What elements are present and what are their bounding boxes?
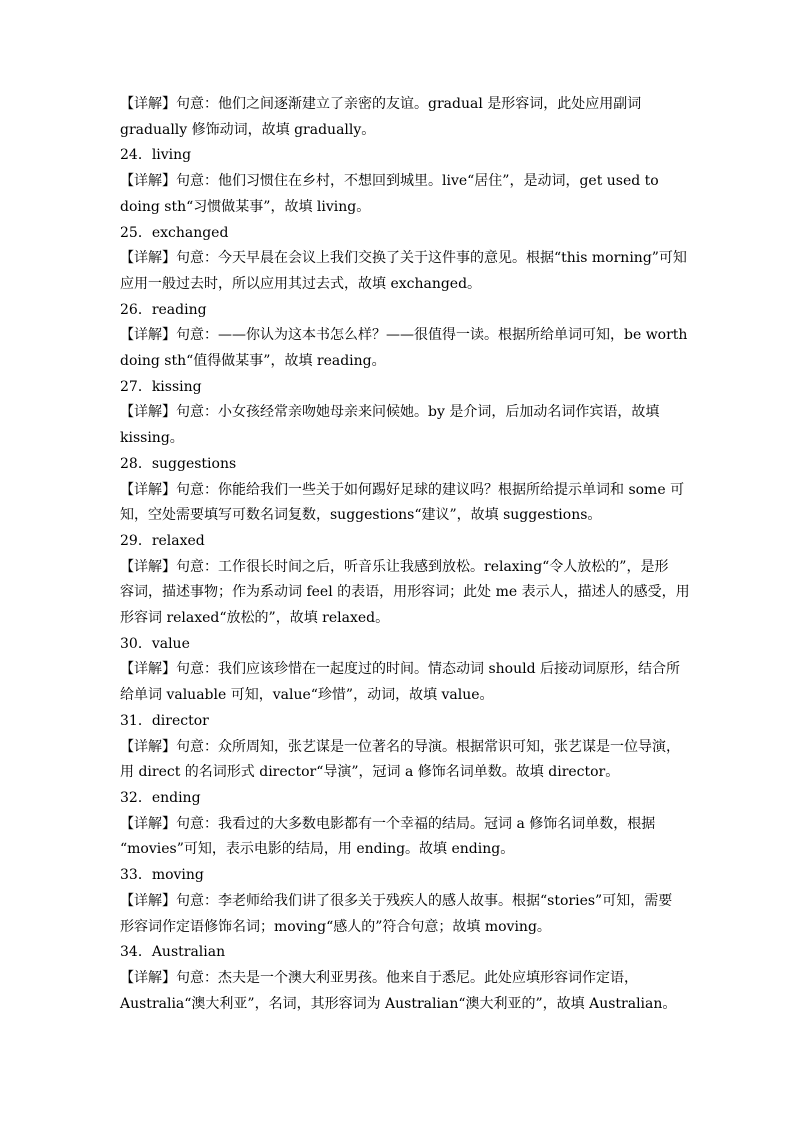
explanation-line: 【详解】句意：我们应该珍惜在一起度过的时间。情态动词 should 后接动词原形，结合所 [120,661,680,678]
explanation-line: 【详解】句意：我看过的大多数电影都有一个幸福的结局。冠词 a 修饰名词单数，根据 [120,815,656,832]
answer-heading: 30．value [120,635,190,652]
answer-heading: 32．ending [120,789,201,806]
explanation-line: 【详解】句意：——你认为这本书怎么样？——很值得一读。根据所给单词可知，be worth [120,327,688,344]
explanation-line: 【详解】句意：他们习惯住在乡村，不想回到城里。live“居住”，是动词，get used to [120,173,659,190]
explanation-line: doing sth“值得做某事”，故填 reading。 [120,353,386,370]
explanation-line: “movies”可知，表示电影的结局，用 ending。故填 ending。 [120,841,515,858]
answer-heading: 31．director [120,712,209,729]
answer-heading: 34．Australian [120,944,226,961]
answer-heading: 25．exchanged [120,224,229,241]
answer-heading: 26．reading [120,301,207,318]
explanation-line: 用 direct 的名词形式 director“导演”，冠词 a 修饰名词单数。故填 director。 [120,764,620,781]
answer-explanations [120,92,690,1017]
explanation-line: 【详解】句意：他们之间逐渐建立了亲密的友谊。gradual 是形容词，此处应用副词 [120,96,642,112]
explanation-line: 给单词 valuable 可知，value“珍惜”，动词，故填 value。 [120,687,494,704]
explanation-line: 知，空处需要填写可数名词复数，suggestions“建议”，故填 suggestions。 [120,507,602,524]
answer-heading: 33．moving [120,867,204,884]
explanation-line: 【详解】句意：你能给我们一些关于如何踢好足球的建议吗？根据所给提示单词和 some 可 [120,481,685,498]
explanation-line: kissing。 [120,430,184,447]
explanation-line: 【详解】句意：工作很长时间之后，听音乐让我感到放松。relaxing“令人放松的”，是形 [120,558,669,575]
explanation-line: gradually 修饰动词，故填 gradually。 [120,121,376,138]
explanation-line: 【详解】句意：杰夫是一个澳大利亚男孩。他来自于悉尼。此处应填形容词作定语， [120,969,638,986]
explanation-line: Australia“澳大利亚”，名词，其形容词为 Australian“澳大利亚的”，故填 Australian。 [120,995,677,1012]
explanation-line: 应用一般过去时，所以应用其过去式，故填 exchanged。 [120,275,482,292]
explanation-line: 【详解】句意：小女孩经常亲吻她母亲来问候她。by 是介词，后加动名词作宾语，故填 [120,404,660,421]
explanation-line: 【详解】句意：李老师给我们讲了很多关于残疾人的感人故事。根据“stories”可知，需要 [120,892,673,909]
answer-heading: 28．suggestions [120,455,237,472]
explanation-line: 【详解】句意：今天早晨在会议上我们交换了关于这件事的意见。根据“this morning”可知 [120,250,687,267]
answer-heading: 29．relaxed [120,532,205,549]
answer-heading: 24．living [120,147,192,164]
explanation-line: doing sth“习惯做某事”，故填 living。 [120,198,371,215]
explanation-line: 容词，描述事物；作为系动词 feel 的表语，用形容词；此处 me 表示人，描述人的感受，用 [120,584,690,601]
answer-heading: 27．kissing [120,378,202,395]
explanation-line: 【详解】句意：众所周知，张艺谋是一位著名的导演。根据常识可知，张艺谋是一位导演， [120,738,680,755]
explanation-line: 形容词 relaxed“放松的”，故填 relaxed。 [120,610,390,627]
explanation-line: 形容词作定语修饰名词；moving“感人的”符合句意；故填 moving。 [120,918,551,935]
